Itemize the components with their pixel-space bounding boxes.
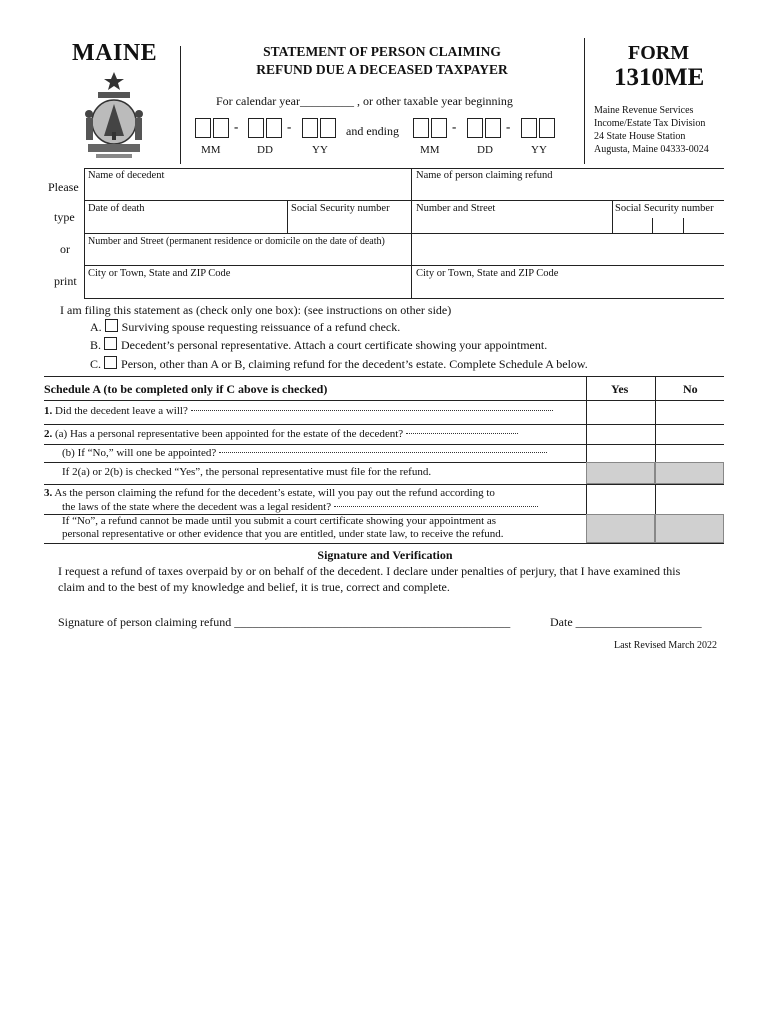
end-month-box-1[interactable]: [413, 118, 429, 138]
end-mm-label: MM: [420, 144, 440, 156]
form-label: FORM: [628, 42, 690, 64]
q2b-no-box[interactable]: [656, 445, 723, 461]
declaration-line2: claim and to the best of my knowledge and belief, it is true, correct and complete.: [58, 580, 450, 594]
filing-option-c[interactable]: C. Person, other than A or B, claiming refund for the decedent’s estate. Complete Schedule A below.: [90, 357, 588, 371]
begin-yy-label: YY: [312, 144, 328, 156]
claimant-ssn-field[interactable]: Social Security number: [615, 203, 714, 214]
q2b-yes-box[interactable]: [587, 445, 654, 461]
begin-year-box-2[interactable]: [320, 118, 336, 138]
begin-mm-label: MM: [201, 144, 221, 156]
signature-field[interactable]: Signature of person claiming refund ______________________________________________: [58, 615, 511, 629]
q1-no-box[interactable]: [656, 401, 723, 423]
end-month-box-2[interactable]: [431, 118, 447, 138]
question-3: 3. As the person claiming the refund for the decedent’s estate, will you pay out the refund according to the laws of the state where the decedent was a legal resident?: [44, 486, 538, 514]
date-of-death-field[interactable]: Date of death: [88, 203, 145, 214]
begin-year-box-1[interactable]: [302, 118, 318, 138]
decedent-ssn-field[interactable]: Social Security number: [291, 203, 390, 214]
begin-day-box-1[interactable]: [248, 118, 264, 138]
q1-yes-box[interactable]: [587, 401, 654, 423]
claimant-city-field[interactable]: City or Town, State and ZIP Code: [416, 268, 559, 279]
decedent-name-field[interactable]: Name of decedent: [88, 170, 165, 181]
begin-day-box-2[interactable]: [266, 118, 282, 138]
checkbox-c[interactable]: [104, 356, 117, 369]
shaded-yes-q3note: [586, 514, 655, 543]
end-yy-label: YY: [531, 144, 547, 156]
form-title-line1: STATEMENT OF PERSON CLAIMING: [263, 44, 501, 59]
claimant-name-field[interactable]: Name of person claiming refund: [416, 170, 553, 181]
side-label-please: Please: [48, 180, 79, 194]
form-number: 1310ME: [614, 64, 705, 91]
question-3-note: If “No”, a refund cannot be made until you submit a court certificate showing your appointment as personal representative or other evidence that you are entitled, under state law, to receive the refund.: [62, 515, 504, 540]
end-year-box-2[interactable]: [539, 118, 555, 138]
question-1: 1. Did the decedent leave a will?: [44, 405, 553, 417]
decedent-city-field[interactable]: City or Town, State and ZIP Code: [88, 268, 231, 279]
decedent-address-field[interactable]: Number and Street (permanent residence or domicile on the date of death): [88, 236, 385, 247]
yes-header: Yes: [611, 382, 629, 396]
begin-dd-label: DD: [257, 144, 273, 156]
end-day-box-1[interactable]: [467, 118, 483, 138]
and-ending-label: and ending: [346, 124, 399, 138]
filing-intro: I am filing this statement as (check only one box): (see instructions on other side): [60, 303, 452, 317]
side-label-or: or: [60, 242, 70, 256]
begin-month-box-1[interactable]: [195, 118, 211, 138]
calendar-year-text: For calendar year_________ , or other taxable year beginning: [216, 94, 513, 108]
checkbox-b[interactable]: [104, 337, 117, 350]
q3-no-box[interactable]: [656, 485, 723, 513]
question-2a: 2. (a) Has a personal representative been appointed for the estate of the decedent?: [44, 428, 518, 440]
date-field[interactable]: Date _____________________: [550, 615, 702, 629]
shaded-no-note: [655, 462, 724, 484]
shaded-no-q3note: [655, 514, 724, 543]
side-label-type: type: [54, 210, 75, 224]
agency-address: Maine Revenue Services Income/Estate Tax Division 24 State House Station Augusta, Maine 04333-0024: [594, 105, 709, 155]
end-year-box-1[interactable]: [521, 118, 537, 138]
end-dd-label: DD: [477, 144, 493, 156]
last-revised: Last Revised March 2022: [614, 640, 718, 651]
side-label-print: print: [54, 274, 77, 288]
end-day-box-2[interactable]: [485, 118, 501, 138]
shaded-yes-note: [586, 462, 655, 484]
claimant-street-field[interactable]: Number and Street: [416, 203, 496, 214]
schedule-title: Schedule A (to be completed only if C above is checked): [44, 382, 328, 396]
state-name: MAINE: [72, 40, 158, 66]
form-title-line2: REFUND DUE A DECEASED TAXPAYER: [256, 62, 508, 77]
declaration-line1: I request a refund of taxes overpaid by or on behalf of the decedent. I declare under penalties of perjury, that I have examined this: [58, 564, 681, 578]
no-header: No: [683, 382, 698, 396]
signature-title: Signature and Verification: [317, 548, 453, 562]
filing-option-a[interactable]: A. Surviving spouse requesting reissuance of a refund check.: [90, 320, 401, 334]
q3-yes-box[interactable]: [587, 485, 654, 513]
question-2b: (b) If “No,” will one be appointed?: [62, 447, 547, 459]
filing-option-b[interactable]: B. Decedent’s personal representative. Attach a court certificate showing your appointment.: [90, 338, 548, 352]
question-2-note: If 2(a) or 2(b) is checked “Yes”, the personal representative must file for the refund.: [62, 466, 432, 478]
begin-month-box-2[interactable]: [213, 118, 229, 138]
q2a-no-box[interactable]: [656, 425, 723, 443]
maine-seal-icon: [78, 70, 150, 160]
checkbox-a[interactable]: [105, 319, 118, 332]
q2a-yes-box[interactable]: [587, 425, 654, 443]
